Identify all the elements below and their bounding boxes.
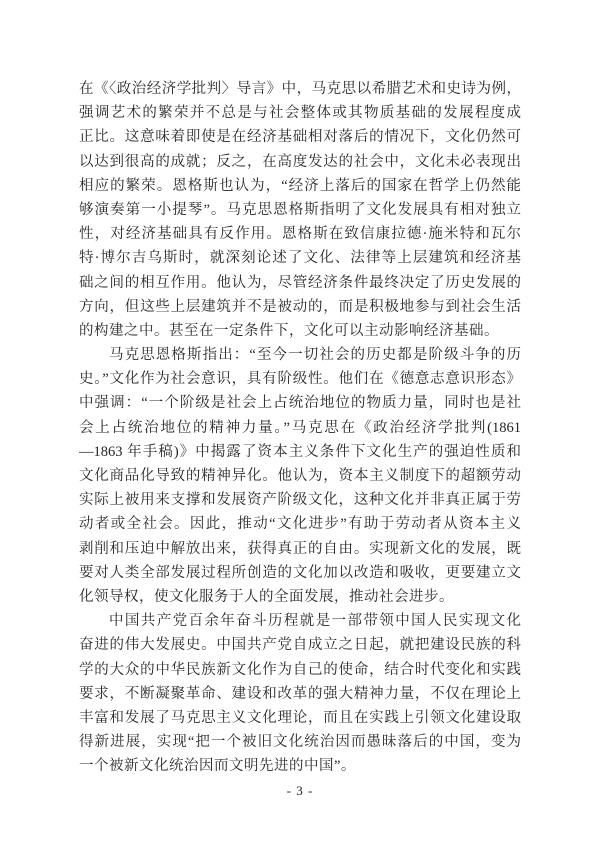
- text-line: 正比。这意味着即使是在经济基础相对落后的情况下，文化仍然可: [79, 129, 521, 146]
- text-line: 得新进展，实现“把一个被旧文化统治因而愚昧落后的中国，变为: [79, 734, 521, 751]
- text-line: 的构建之中。甚至在一定条件下，文化可以主动影响经济基础。: [79, 322, 499, 339]
- paragraph: [79, 343, 521, 609]
- text-line: 会上占统治地位的精神力量。”马克思在《政治经济学批判(1861: [79, 419, 521, 436]
- text-line: 础之间的相互作用。他认为，尽管经济条件最终决定了历史发展的: [79, 274, 521, 291]
- text-line: 强调艺术的繁荣并不总是与社会整体或其物质基础的发展程度成: [79, 105, 521, 122]
- text-line: 剥削和压迫中解放出来，获得真正的自由。实现新文化的发展，既: [79, 540, 521, 557]
- text-line: 化领导权，使文化服务于人的全面发展，推动社会进步。: [79, 588, 454, 605]
- text-line: 学的大众的中华民族新文化作为自己的使命，结合时代变化和实践: [79, 661, 521, 678]
- text-line: 要求，不断凝聚革命、建设和改革的强大精神力量，不仅在理论上: [79, 685, 521, 702]
- text-line: 中强调：“一个阶级是社会上占统治地位的物质力量，同时也是社: [79, 395, 521, 412]
- text-line: 动者或全社会。因此，推动“文化进步”有助于劳动者从资本主义: [79, 516, 521, 533]
- text-line: 性，对经济基础具有反作用。恩格斯在致信康拉德·施米特和瓦尔: [79, 226, 521, 243]
- paragraph: [79, 77, 521, 343]
- text-line: 要对人类全部发展过程所创造的文化加以改造和吸收，更要建立文: [79, 564, 521, 581]
- text-line: 马克思恩格斯指出：“至今一切社会的历史都是阶级斗争的历: [109, 347, 521, 364]
- text-line: 以达到很高的成就；反之，在高度发达的社会中，文化未必表现出: [79, 153, 521, 170]
- text-line: 实际上被用来支撑和发展资产阶级文化，这种文化并非真正属于劳: [79, 492, 521, 509]
- text-line: 中国共产党百余年奋斗历程就是一部带领中国人民实现文化: [109, 613, 521, 630]
- page-number: - 3 -: [286, 783, 314, 798]
- text-line: 相应的繁荣。恩格斯也认为，“经济上落后的国家在哲学上仍然能: [79, 177, 521, 194]
- document-body: [79, 77, 521, 778]
- text-line: 够演奏第一小提琴”。马克思恩格斯指明了文化发展具有相对独立: [79, 201, 521, 218]
- text-line: —1863 年手稿)》中揭露了资本主义条件下文化生产的强迫性质和: [79, 443, 521, 460]
- text-line: 一个被新文化统治因而文明先进的中国”。: [79, 758, 356, 775]
- text-line: 方向，但这些上层建筑并不是被动的，而是积极地参与到社会生活: [79, 298, 521, 315]
- text-line: 丰富和发展了马克思主义文化理论，而且在实践上引领文化建设取: [79, 709, 521, 726]
- text-line: 史。”文化作为社会意识，具有阶级性。他们在《德意志意识形态》: [79, 371, 521, 388]
- text-line: 奋进的伟大发展史。中国共产党自成立之日起，就把建设民族的科: [79, 637, 521, 654]
- paragraph: [79, 609, 521, 778]
- text-line: 文化商品化导致的精神异化。他认为，资本主义制度下的超额劳动: [79, 468, 521, 484]
- text-line: 特·博尔吉乌斯时，就深刻论述了文化、法律等上层建筑和经济基: [79, 250, 521, 267]
- text-line: 在《〈政治经济学批判〉导言》中，马克思以希腊艺术和史诗为例，: [79, 81, 521, 97]
